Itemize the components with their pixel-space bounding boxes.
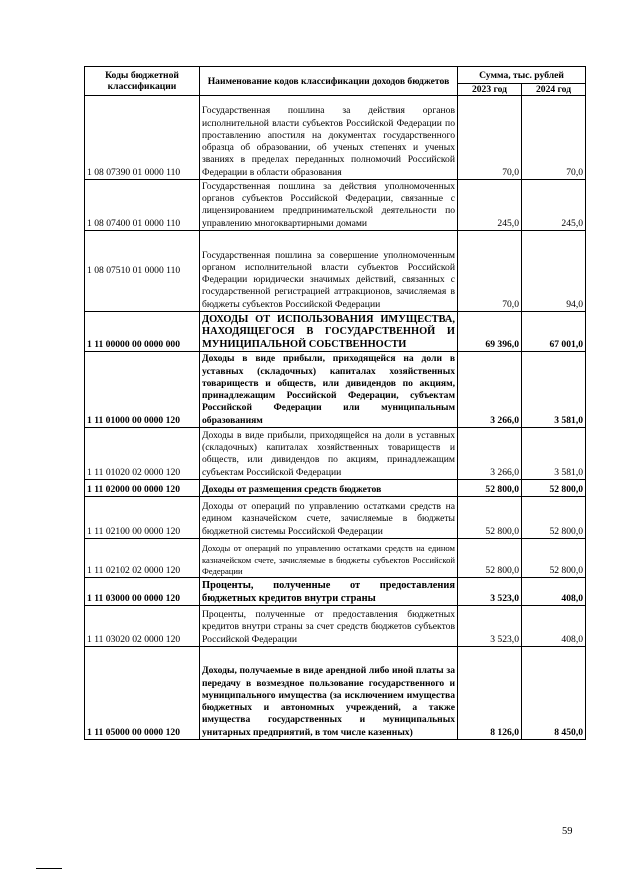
- row-value-2024: 67 001,0: [522, 312, 586, 352]
- table-row: [85, 96, 586, 180]
- row-value-2023: 8 126,0: [458, 647, 522, 740]
- row-value-2023: 70,0: [458, 96, 522, 180]
- row-name: Проценты, полученные от предоставления бюджетных кредитов внутри страны: [200, 578, 458, 606]
- row-name: Доходы в виде прибыли, приходящейся на доли в уставных (складочных) капиталах хозяйственных товариществ и обществ, или дивидендов по акциям, принадлежащим субъектам Российской Федерации: [200, 428, 458, 480]
- row-value-2024: 408,0: [522, 606, 586, 647]
- table-row: [85, 497, 586, 539]
- row-name: Доходы, получаемые в виде арендной либо иной платы за передачу в возмездное пользование государственного и муниципального имущества (за исключением имущества бюджетных и автономных учреждений, а также имущества государственных и муниципальных унитарных предприятий, в том числе казенных): [200, 647, 458, 740]
- row-code: 1 11 03000 00 0000 120: [85, 578, 200, 606]
- row-value-2024: 70,0: [522, 96, 586, 180]
- row-value-2023: 245,0: [458, 180, 522, 231]
- row-code: 1 11 02000 00 0000 120: [85, 480, 200, 497]
- row-value-2024: 52 800,0: [522, 539, 586, 578]
- row-value-2023: 69 396,0: [458, 312, 522, 352]
- row-code: 1 11 02100 00 0000 120: [85, 497, 200, 539]
- row-name: ДОХОДЫ ОТ ИСПОЛЬЗОВАНИЯ ИМУЩЕСТВА, НАХОДЯЩЕГОСЯ В ГОСУДАРСТВЕННОЙ И МУНИЦИПАЛЬНОЙ СОБСТВЕННОСТИ: [200, 312, 458, 352]
- budget-revenue-table: [84, 66, 586, 740]
- row-code: 1 11 00000 00 0000 000: [85, 312, 200, 352]
- row-code: 1 11 05000 00 0000 120: [85, 647, 200, 740]
- row-value-2024: 245,0: [522, 180, 586, 231]
- row-name: Проценты, полученные от предоставления бюджетных кредитов внутри страны за счет средств бюджетов субъектов Российской Федерации: [200, 606, 458, 647]
- row-value-2024: 3 581,0: [522, 428, 586, 480]
- header-name: Наименование кодов классификации доходов бюджетов: [200, 67, 458, 96]
- row-code: 1 08 07390 01 0000 110: [85, 96, 200, 180]
- header-sum: Сумма, тыс. рублей: [458, 67, 586, 84]
- row-value-2023: 3 266,0: [458, 428, 522, 480]
- table-row: [85, 231, 586, 312]
- row-value-2024: 3 581,0: [522, 352, 586, 428]
- row-value-2023: 3 523,0: [458, 578, 522, 606]
- header-year-2024: 2024 год: [522, 84, 586, 96]
- table-row: [85, 480, 586, 497]
- row-value-2024: 52 800,0: [522, 497, 586, 539]
- row-value-2024: 52 800,0: [522, 480, 586, 497]
- row-value-2024: 8 450,0: [522, 647, 586, 740]
- row-value-2023: 52 800,0: [458, 497, 522, 539]
- row-name: Государственная пошлина за действия уполномоченных органов субъектов Российской Федерации, связанные с лицензированием предпринимательской деятельности по управлению многоквартирными домами: [200, 180, 458, 231]
- row-name: Доходы в виде прибыли, приходящейся на доли в уставных (складочных) капиталах хозяйственных товариществ и обществ, или дивидендов по акциям, принадлежащим Российской Федерации, субъектам Российской Федерации или муниципальным образованиям: [200, 352, 458, 428]
- page-number: 59: [562, 826, 573, 837]
- row-code: 1 11 03020 02 0000 120: [85, 606, 200, 647]
- table-row: [85, 352, 586, 428]
- row-value-2024: 408,0: [522, 578, 586, 606]
- row-value-2023: 70,0: [458, 231, 522, 312]
- row-name: Доходы от размещения средств бюджетов: [200, 480, 458, 497]
- row-code: 1 08 07400 01 0000 110: [85, 180, 200, 231]
- row-name: Государственная пошлина за действия органов исполнительной власти субъектов Российской Федерации по проставлению апостиля на документах государственного образца об образовании, об ученых степенях и ученых званиях в пределах переданных полномочий Российской Федерации в области образования: [200, 96, 458, 180]
- row-name: Доходы от операций по управлению остатками средств на едином казначейском счете, зачисляемые в бюджеты бюджетной системы Российской Федерации: [200, 497, 458, 539]
- table-row: [85, 180, 586, 231]
- row-value-2023: 3 523,0: [458, 606, 522, 647]
- table-row: [85, 578, 586, 606]
- row-code: 1 11 01020 02 0000 120: [85, 428, 200, 480]
- header-year-2023: 2023 год: [458, 84, 522, 96]
- row-code: 1 11 01000 00 0000 120: [85, 352, 200, 428]
- table-row: [85, 312, 586, 352]
- row-value-2023: 3 266,0: [458, 352, 522, 428]
- header-codes: Коды бюджетной классификации: [85, 67, 200, 96]
- row-value-2023: 52 800,0: [458, 480, 522, 497]
- footer-divider: [36, 868, 62, 869]
- row-code: 1 08 07510 01 0000 110: [85, 231, 200, 312]
- row-code: 1 11 02102 02 0000 120: [85, 539, 200, 578]
- table-row: [85, 647, 586, 740]
- row-name: Государственная пошлина за совершение уполномоченным органом исполнительной власти субъектов Российской Федерации юридически значимых действий, связанных с государственной регистрацией аттракционов, зачисляемая в бюджеты субъектов Российской Федерации: [200, 231, 458, 312]
- table-row: [85, 428, 586, 480]
- table-row: [85, 539, 586, 578]
- row-value-2023: 52 800,0: [458, 539, 522, 578]
- row-name: Доходы от операций по управлению остатками средств на едином казначейском счете, зачисляемые в бюджеты субъектов Российской Федерации: [200, 539, 458, 578]
- table-row: [85, 606, 586, 647]
- row-value-2024: 94,0: [522, 231, 586, 312]
